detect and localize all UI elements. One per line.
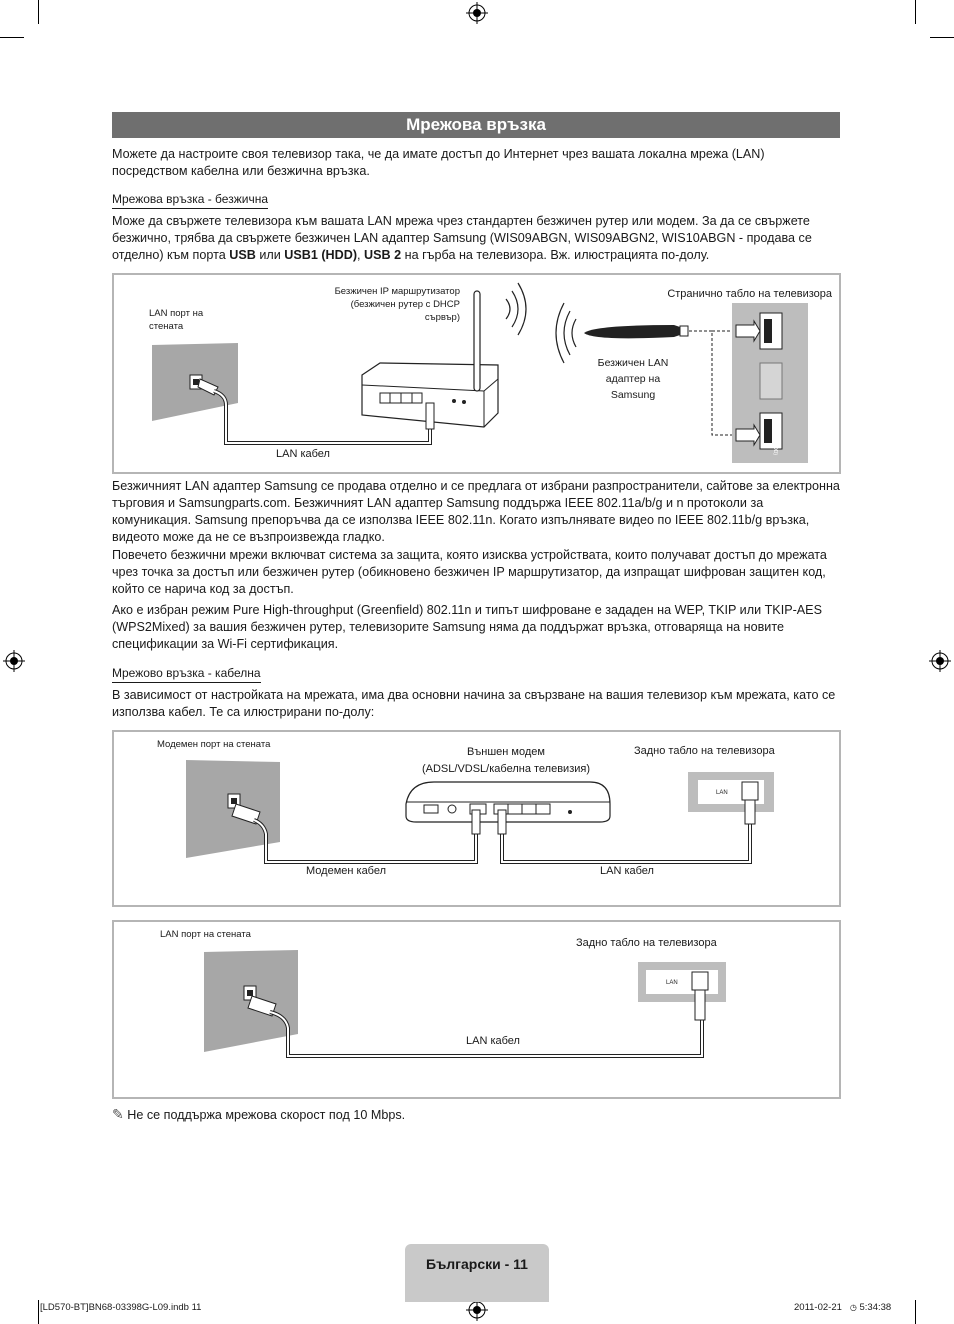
crop-mark bbox=[915, 0, 916, 24]
lan-cable-label: LAN кабел bbox=[600, 865, 654, 877]
wall-port-label: LAN порт на стената bbox=[149, 308, 204, 332]
registration-mark-icon bbox=[929, 650, 951, 672]
modem-label-line2: (ADSL/VDSL/кабелна телевизия) bbox=[421, 763, 590, 775]
registration-mark-icon bbox=[466, 2, 488, 24]
adapter-label: Безжичен LAN адаптер на Samsung bbox=[597, 357, 669, 401]
lan-wall-port-label: LAN порт на стената bbox=[160, 929, 251, 940]
page-label: Български - 11 bbox=[426, 1256, 528, 1272]
print-date-text: 2011-02-21 bbox=[794, 1302, 842, 1313]
print-date bbox=[794, 1302, 891, 1314]
intro-paragraph: Можете да настроите своя телевизор така, че да имате достъп до Интернет чрез вашата локална мрежа (LAN) посредством кабелна или безжична връзка. bbox=[112, 147, 765, 178]
wireless-text-a: Може да свържете телевизора към вашата LAN мрежа чрез стандартен безжичен рутер или модем. За да се свържете безжично, трябва да свържете безжичен LAN адаптер Samsung (WIS09ABGN, WIS09ABGN2, WIS10ABGN - продава се отделно) към порта bbox=[112, 214, 812, 262]
usb2-label: USB 2 bbox=[364, 248, 402, 262]
modem-label-line1: Външен модем bbox=[467, 746, 545, 758]
usb-label: USB bbox=[229, 248, 256, 262]
wireless-paragraph bbox=[112, 213, 842, 264]
usb1-port-label: USB 1 (HDD) bbox=[772, 425, 778, 456]
wired-paragraph: В зависимост от настройката на мрежата, има два основни начина за свързване на вашия телевизор към мрежата, като се използва кабел. Те са илюстрирани по-долу: bbox=[112, 688, 836, 719]
wired-diagram-direct-art bbox=[114, 922, 839, 1097]
crop-mark bbox=[38, 0, 39, 24]
body-paragraph-2: Повечето безжични мрежи включват система за защита, която изисква устройствата, които получават достъп до мрежата чрез точка за достъп или безжичен рутер (обикновено безжичен IP маршрутизатор, да изпращат шифрован защитен код, който се нарича код за достъп. bbox=[112, 548, 827, 596]
registration-mark-icon bbox=[3, 650, 25, 672]
wired-diagram-direct bbox=[112, 920, 841, 1099]
wireless-diagram bbox=[112, 273, 841, 474]
modem-wall-port-label: Модемен порт на стената bbox=[157, 739, 271, 750]
wireless-diagram-art bbox=[114, 275, 839, 472]
comma-text: , bbox=[357, 248, 365, 262]
clock-icon: ◷ bbox=[849, 1303, 857, 1312]
lan-cable-label: LAN кабел bbox=[276, 448, 330, 460]
tv-back-panel-label: Задно табло на телевизора bbox=[576, 937, 717, 949]
usb1-label: USB1 (HDD) bbox=[284, 248, 358, 262]
usb2-port-label: USB 2 bbox=[772, 331, 778, 349]
modem-label bbox=[398, 744, 614, 778]
crop-mark bbox=[0, 37, 24, 38]
router-label: Безжичен IP маршрутизатор (безжичен рутер с DHCP сървър) bbox=[334, 286, 460, 323]
body-paragraph-3: Ако е избран режим Pure High-throughput (Greenfield) 802.11n и типът шифроване е зададен на WEP, TKIP или TKIP-AES (WPS2Mixed) за вашия безжичен рутер, телевизорите Samsung няма да поддържат връзка, отговаряща на новите спецификации за Wi-Fi сертификация. bbox=[112, 603, 822, 651]
note-text: Не се поддържа мрежова скорост под 10 Mbps. bbox=[127, 1108, 406, 1122]
wired-heading: Мрежово връзка - кабелна bbox=[112, 666, 261, 683]
page-title: Мрежова връзка bbox=[112, 112, 840, 138]
lan-port-label: LAN bbox=[666, 980, 678, 986]
tv-back-panel-label: Задно табло на телевизора bbox=[634, 745, 775, 757]
lan-cable-label: LAN кабел bbox=[466, 1035, 520, 1047]
body-paragraph-1: Безжичният LAN адаптер Samsung се продава отделно и се предлага от избрани разпространители, сайтове за електронна търговия и Samsungparts.com. Безжичният LAN адаптер Samsung поддържа IEEE 802.11a/b/g и n протоколи за комуникация. Samsung препоръчва да се използва IEEE 802.11n. Когато изпълнявате видео по IEEE 802.11b/g връзка, видеото може да не се възпроизвежда гладко. bbox=[112, 479, 840, 544]
page-number-tab bbox=[405, 1244, 549, 1302]
lan-port-label: LAN bbox=[716, 790, 728, 796]
registration-mark-icon bbox=[466, 1299, 488, 1321]
pencil-note-icon: ✎ bbox=[112, 1106, 124, 1122]
crop-mark bbox=[38, 1300, 39, 1324]
note bbox=[112, 1106, 405, 1124]
wireless-heading: Мрежова връзка - безжична bbox=[112, 192, 268, 209]
or-text: или bbox=[255, 248, 285, 262]
modem-cable-label: Модемен кабел bbox=[306, 865, 387, 877]
file-info: [LD570-BT]BN68-03398G-L09.indb 11 bbox=[40, 1302, 202, 1313]
wired-diagram-modem bbox=[112, 730, 841, 907]
tv-side-panel-label: Странично табло на телевизора bbox=[667, 288, 832, 300]
wireless-text-b: на гърба на телевизора. Вж. илюстрацията по-долу. bbox=[401, 248, 710, 262]
print-time: 5:34:38 bbox=[856, 1302, 892, 1313]
crop-mark bbox=[930, 37, 954, 38]
crop-mark bbox=[915, 1300, 916, 1324]
